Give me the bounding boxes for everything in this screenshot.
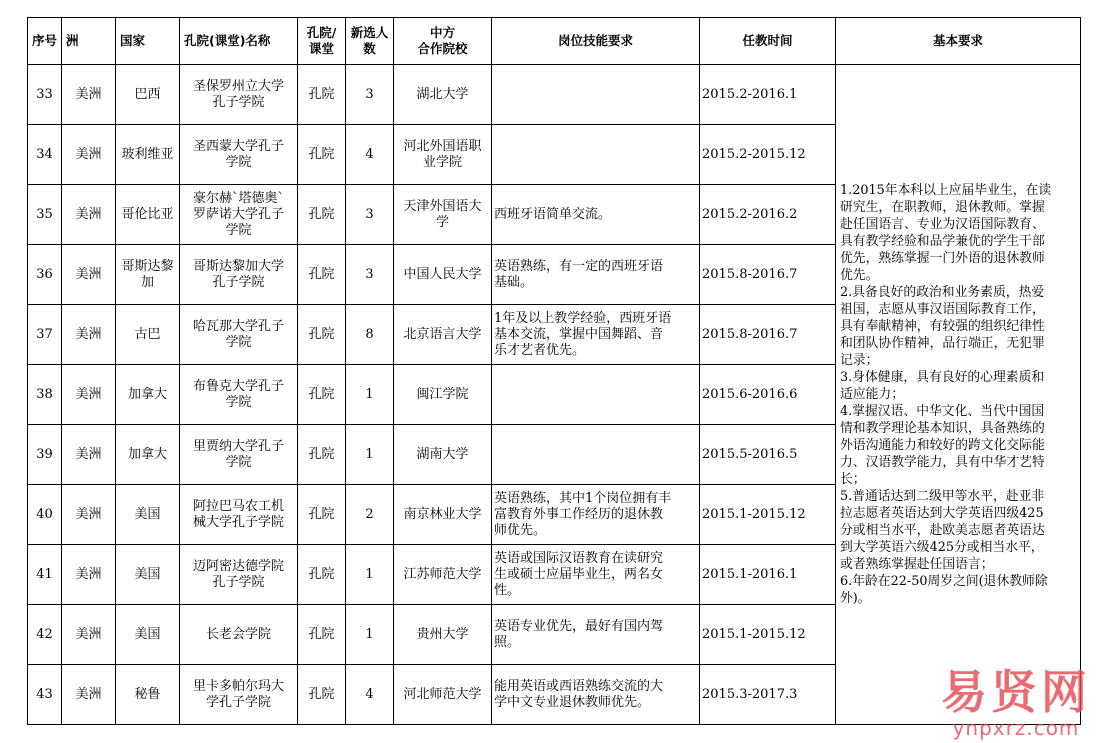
header-name: 孔院(课堂)名称 [180, 18, 298, 65]
cell-continent: 美洲 [62, 305, 116, 365]
cell-name: 长老会学院 [180, 605, 298, 665]
cell-country: 美国 [116, 485, 180, 545]
watermark-text: 易贤网 [941, 665, 1091, 719]
cell-type: 孔院 [298, 425, 346, 485]
cell-country: 玻利维亚 [116, 125, 180, 185]
cell-country: 哥斯达黎 加 [116, 245, 180, 305]
cell-period: 2015.3-2017.3 [700, 665, 836, 725]
cell-name: 圣保罗州立大学 孔子学院 [180, 65, 298, 125]
header-basic: 基本要求 [836, 18, 1081, 65]
cell-seq: 42 [28, 605, 62, 665]
cell-skills: 英语熟练，其中1个岗位拥有丰 富教育外事工作经历的退休教 师优先。 [492, 485, 700, 545]
cell-skills: 西班牙语简单交流。 [492, 185, 700, 245]
cell-continent: 美洲 [62, 365, 116, 425]
cell-continent: 美洲 [62, 125, 116, 185]
header-period: 任教时间 [700, 18, 836, 65]
cell-continent: 美洲 [62, 245, 116, 305]
cell-seq: 41 [28, 545, 62, 605]
cell-skills: 能用英语或西语熟练交流的大 学中文专业退休教师优先。 [492, 665, 700, 725]
cell-name: 哈瓦那大学孔子 学院 [180, 305, 298, 365]
cell-seq: 37 [28, 305, 62, 365]
cell-partner: 江苏师范大学 [394, 545, 492, 605]
cell-skills [492, 65, 700, 125]
cell-name: 豪尔赫`塔德奥` 罗萨诺大学孔子 学院 [180, 185, 298, 245]
cell-country: 秘鲁 [116, 665, 180, 725]
cell-period: 2015.6-2016.6 [700, 365, 836, 425]
cell-continent: 美洲 [62, 425, 116, 485]
cell-type: 孔院 [298, 605, 346, 665]
cell-continent: 美洲 [62, 65, 116, 125]
cell-country: 美国 [116, 605, 180, 665]
cell-country: 加拿大 [116, 425, 180, 485]
recruitment-table [27, 17, 1081, 725]
cell-skills [492, 425, 700, 485]
cell-period: 2015.8-2016.7 [700, 305, 836, 365]
cell-partner: 中国人民大学 [394, 245, 492, 305]
cell-period: 2015.1-2015.12 [700, 605, 836, 665]
header-row [28, 18, 1081, 65]
header-country: 国家 [116, 18, 180, 65]
cell-continent: 美洲 [62, 665, 116, 725]
cell-type: 孔院 [298, 545, 346, 605]
cell-type: 孔院 [298, 185, 346, 245]
cell-seq: 43 [28, 665, 62, 725]
header-seq: 序号 [28, 18, 62, 65]
cell-country: 哥伦比亚 [116, 185, 180, 245]
cell-partner: 贵州大学 [394, 605, 492, 665]
cell-skills [492, 365, 700, 425]
watermark-url: ynpxrz.com [952, 716, 1080, 740]
cell-skills: 英语或国际汉语教育在读研究 生或硕士应届毕业生，两名女 性。 [492, 545, 700, 605]
cell-name: 哥斯达黎加大学 孔子学院 [180, 245, 298, 305]
cell-seq: 39 [28, 425, 62, 485]
cell-basic-requirements: 1.2015年本科以上应届毕业生，在读 研究生，在职教师，退休教师。掌握 赴任国语言、专业为汉语国际教育、 具有教学经验和品学兼优的学生干部 优先，熟练掌握一门外语的退休教师 优先。 2.具备良好的政治和业务素质，热爱 祖国，志愿从事汉语国际教育工作， 具有奉献精神，有较强的组织纪律性 和团队协作精神，品行端正，无犯罪 记录； 3.身体健康，具有良好的心理素质和 适应能力； 4.掌握汉语、中华文化、当代中国国 情和教学理论基本知识，具备熟练的 外语沟通能力和较好的跨文化交际能 力、汉语教学能力，具有中华才艺特 长； 5.普通话达到二级甲等水平，赴亚非 拉志愿者英语达到大学英语四级425 分或相当水平，赴欧美志愿者英语达 到大学英语六级425分或相当水平， 或者熟练掌握赴任国语言； 6.年龄在22-50周岁之间(退休教师除 外)。 [836, 65, 1081, 725]
cell-continent: 美洲 [62, 485, 116, 545]
cell-partner: 天津外国语大 学 [394, 185, 492, 245]
cell-period: 2015.2-2016.1 [700, 65, 836, 125]
cell-skills: 英语熟练，有一定的西班牙语 基础。 [492, 245, 700, 305]
cell-seq: 33 [28, 65, 62, 125]
header-skills: 岗位技能要求 [492, 18, 700, 65]
cell-partner: 河北师范大学 [394, 665, 492, 725]
cell-count: 1 [346, 365, 394, 425]
cell-seq: 36 [28, 245, 62, 305]
cell-period: 2015.8-2016.7 [700, 245, 836, 305]
cell-count: 1 [346, 605, 394, 665]
cell-period: 2015.5-2016.5 [700, 425, 836, 485]
cell-country: 加拿大 [116, 365, 180, 425]
cell-seq: 40 [28, 485, 62, 545]
cell-partner: 湖南大学 [394, 425, 492, 485]
cell-seq: 34 [28, 125, 62, 185]
cell-partner: 湖北大学 [394, 65, 492, 125]
cell-seq: 35 [28, 185, 62, 245]
cell-skills [492, 125, 700, 185]
cell-skills: 1年及以上教学经验，西班牙语 基本交流，掌握中国舞蹈、音 乐才艺者优先。 [492, 305, 700, 365]
cell-type: 孔院 [298, 485, 346, 545]
cell-name: 阿拉巴马农工机 械大学孔子学院 [180, 485, 298, 545]
cell-name: 圣西蒙大学孔子 学院 [180, 125, 298, 185]
cell-count: 8 [346, 305, 394, 365]
cell-type: 孔院 [298, 125, 346, 185]
header-continent: 洲 [62, 18, 116, 65]
cell-country: 古巴 [116, 305, 180, 365]
cell-partner: 闽江学院 [394, 365, 492, 425]
cell-count: 2 [346, 485, 394, 545]
cell-period: 2015.1-2015.12 [700, 485, 836, 545]
header-type: 孔院/ 课堂 [298, 18, 346, 65]
cell-continent: 美洲 [62, 545, 116, 605]
cell-count: 3 [346, 65, 394, 125]
cell-seq: 38 [28, 365, 62, 425]
header-partner: 中方 合作院校 [394, 18, 492, 65]
cell-count: 1 [346, 545, 394, 605]
cell-type: 孔院 [298, 365, 346, 425]
cell-name: 里卡多帕尔玛大 学孔子学院 [180, 665, 298, 725]
cell-count: 4 [346, 665, 394, 725]
cell-type: 孔院 [298, 245, 346, 305]
cell-continent: 美洲 [62, 605, 116, 665]
cell-country: 巴西 [116, 65, 180, 125]
cell-count: 1 [346, 425, 394, 485]
cell-name: 布鲁克大学孔子 学院 [180, 365, 298, 425]
cell-period: 2015.2-2015.12 [700, 125, 836, 185]
table-body [28, 65, 1081, 725]
cell-period: 2015.1-2016.1 [700, 545, 836, 605]
cell-partner: 南京林业大学 [394, 485, 492, 545]
watermark [941, 667, 1091, 739]
cell-type: 孔院 [298, 65, 346, 125]
cell-name: 里贾纳大学孔子 学院 [180, 425, 298, 485]
cell-skills: 英语专业优先，最好有国内驾 照。 [492, 605, 700, 665]
table-row [28, 65, 1081, 125]
cell-period: 2015.2-2016.2 [700, 185, 836, 245]
cell-type: 孔院 [298, 305, 346, 365]
cell-partner: 北京语言大学 [394, 305, 492, 365]
cell-name: 迈阿密达德学院 孔子学院 [180, 545, 298, 605]
cell-partner: 河北外国语职 业学院 [394, 125, 492, 185]
cell-continent: 美洲 [62, 185, 116, 245]
header-count: 新选人 数 [346, 18, 394, 65]
cell-count: 4 [346, 125, 394, 185]
cell-type: 孔院 [298, 665, 346, 725]
cell-country: 美国 [116, 545, 180, 605]
cell-count: 3 [346, 245, 394, 305]
cell-count: 3 [346, 185, 394, 245]
